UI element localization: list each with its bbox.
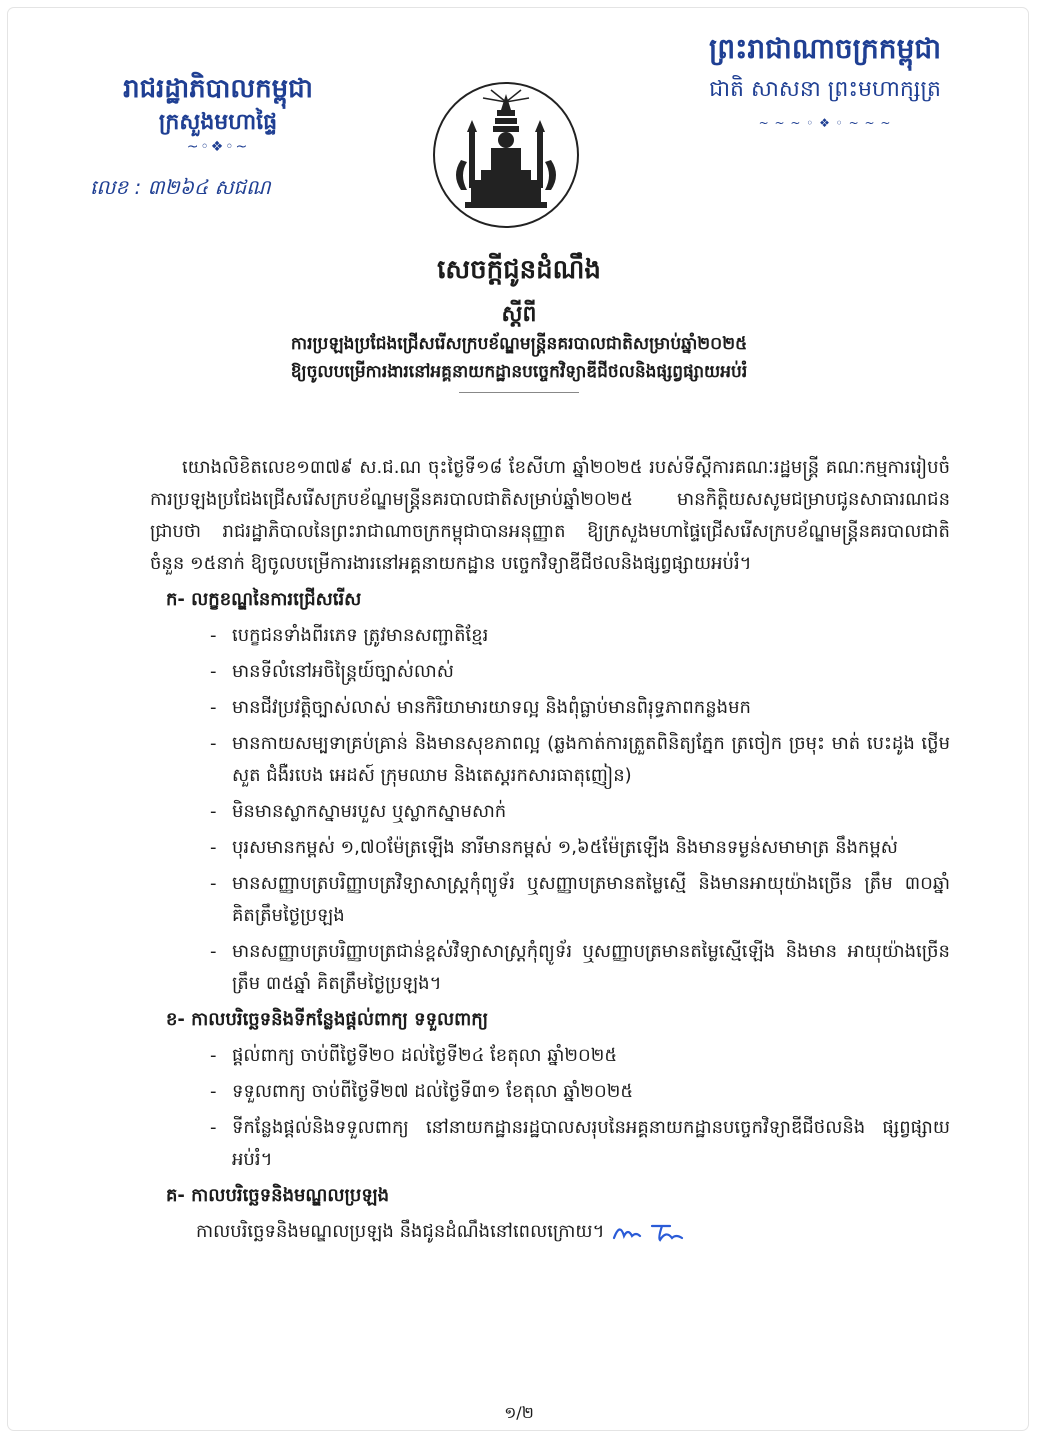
list-item: - បេក្ខជនទាំងពីរភេទ ត្រូវមានសញ្ជាតិខ្មែរ [210,620,950,652]
list-item: - មានកាយសម្បទាគ្រប់គ្រាន់ និងមានសុខភាពល្អ (ឆ្លងកាត់ការត្រួតពិនិត្យភ្នែក ត្រចៀក ច្រមុះ មាត់ បេះដូង ថ្លើម សួត ជំងឺរបេង អេដស៍ ក្រុមឈាម និងតេស្តរកសារធាតុញៀន) [210,728,950,792]
list-item: - មានទីលំនៅអចិន្ត្រៃយ៍ច្បាស់លាស់ [210,656,950,688]
national-motto: ជាតិ សាសនា ព្រះមហាក្សត្រ [709,77,941,102]
section-c-text: កាលបរិច្ឆេទនិងមណ្ឌលប្រឡង នឹងជូនដំណឹងនៅពេលក្រោយ។ [196,1221,605,1242]
list-item: - មានជីវប្រវត្តិច្បាស់លាស់ មានកិរិយាមារយាទល្អ និងពុំធ្លាប់មានពិរុទ្ធភាពកន្លងមក [210,692,950,724]
document-about: ស្តីពី [501,302,537,327]
list-item: - ផ្តល់ពាក្យ ចាប់ពីថ្ងៃទី២០ ដល់ថ្ងៃទី២៤ ខែតុលា ឆ្នាំ២០២៥ [210,1040,950,1072]
ministry-name: ក្រសួងមហាផ្ទៃ [158,110,278,135]
header-ornament: ~◦❖◦~ [186,139,250,155]
title-divider [459,392,579,393]
subject-line-1: ការប្រឡងប្រជែងជ្រើសរើសក្របខ័ណ្ឌមន្ត្រីនគរបាលជាតិសម្រាប់ឆ្នាំ២០២៥ [290,334,748,354]
list-item: - មិនមានស្លាកស្នាមរបួស ឬស្លាកស្នាមសាក់ [210,796,950,828]
subject-line-2: ឱ្យចូលបម្រើការងារនៅអគ្គនាយកដ្ឋានបច្ចេកវិទ្យាឌីជីថលនិងផ្សព្វផ្សាយអប់រំ [290,362,748,382]
page-number: ១/២ [504,1403,534,1422]
document-body [150,452,950,1248]
kingdom-header [660,30,990,130]
royal-emblem-icon [431,80,581,230]
document-title-block [100,252,938,393]
section-c-text-row [196,1216,950,1248]
section-a-list [150,620,950,1000]
motto-ornament: ~ ~ ~ ◦ ❖ ◦ ~ ~ ~ [758,116,892,130]
list-item: - មានសញ្ញាបត្របរិញ្ញាបត្រជាន់ខ្ពស់វិទ្យាសាស្ត្រកុំព្យូទ័រ ឬសញ្ញាបត្រមានតម្លៃស្មើឡើង និងមាន អាយុយ៉ាងច្រើនត្រឹម ៣៥ឆ្នាំ គិតត្រឹមថ្ងៃប្រឡង។ [210,936,950,1000]
section-a-heading: ក- លក្ខខណ្ឌនៃការជ្រើសរើស [166,589,362,610]
government-name: រាជរដ្ឋាភិបាលកម្ពុជា [123,74,313,104]
section-b-heading: ខ- កាលបរិច្ឆេទនិងទីកន្លែងផ្តល់ពាក្យ ទទួលពាក្យ [166,1009,489,1030]
section-c-heading: គ- កាលបរិច្ឆេទនិងមណ្ឌលប្រឡង [166,1185,390,1206]
ministry-header [88,72,348,156]
section-b-list [150,1040,950,1176]
intro-paragraph: យោងលិខិតលេខ១៣៧៩ ស.ជ.ណ ចុះថ្ងៃទី១៨ ខែសីហា ឆ្នាំ២០២៥ របស់ទីស្តីការគណៈរដ្ឋមន្ត្រី គណៈកម្មការរៀបចំការប្រឡងប្រជែងជ្រើសរើសក្របខ័ណ្ឌមន្ត្រីនគរបាលជាតិសម្រាប់ឆ្នាំ២០២៥ មានកិត្តិយសសូមជម្រាបជូនសាធារណជនជ្រាបថា រាជរដ្ឋាភិបាលនៃព្រះរាជាណាចក្រកម្ពុជាបានអនុញ្ញាត ឱ្យក្រសួងមហាផ្ទៃជ្រើសរើសក្របខ័ណ្ឌមន្ត្រីនគរបាលជាតិ ចំនួន ១៥នាក់ ឱ្យចូលបម្រើការងារនៅអគ្គនាយកដ្ឋាន បច្ចេកវិទ្យាឌីជីថលនិងផ្សព្វផ្សាយអប់រំ។ [150,457,950,574]
list-item: - បុរសមានកម្ពស់ ១,៧០ម៉ែត្រឡើង នារីមានកម្ពស់ ១,៦៥ម៉ែត្រឡើង និងមានទម្ងន់សមាមាត្រ នឹងកម្ពស់ [210,832,950,864]
list-item: - មានសញ្ញាបត្របរិញ្ញាបត្រវិទ្យាសាស្ត្រកុំព្យូទ័រ ឬសញ្ញាបត្រមានតម្លៃស្មើ និងមានអាយុយ៉ាងច្រើន ត្រឹម ៣០ឆ្នាំ គិតត្រឹមថ្ងៃប្រឡង [210,868,950,932]
document-title: សេចក្តីជូនដំណឹង [437,255,601,285]
list-item: - ទីកន្លែងផ្តល់និងទទួលពាក្យ នៅនាយកដ្ឋានរដ្ឋបាលសរុបនៃអគ្គនាយកដ្ឋានបច្ចេកវិទ្យាឌីជីថលនិង ផ្សព្វផ្សាយអប់រំ។ [210,1112,950,1176]
reference-number: លេខ : ៣២៦៤ សជណ [90,175,271,199]
list-item: - ទទួលពាក្យ ចាប់ពីថ្ងៃទី២៧ ដល់ថ្ងៃទី៣១ ខែតុលា ឆ្នាំ២០២៥ [210,1076,950,1108]
initials-signature-icon [610,1220,690,1244]
kingdom-name: ព្រះរាជាណាចក្រកម្ពុជា [708,32,941,65]
